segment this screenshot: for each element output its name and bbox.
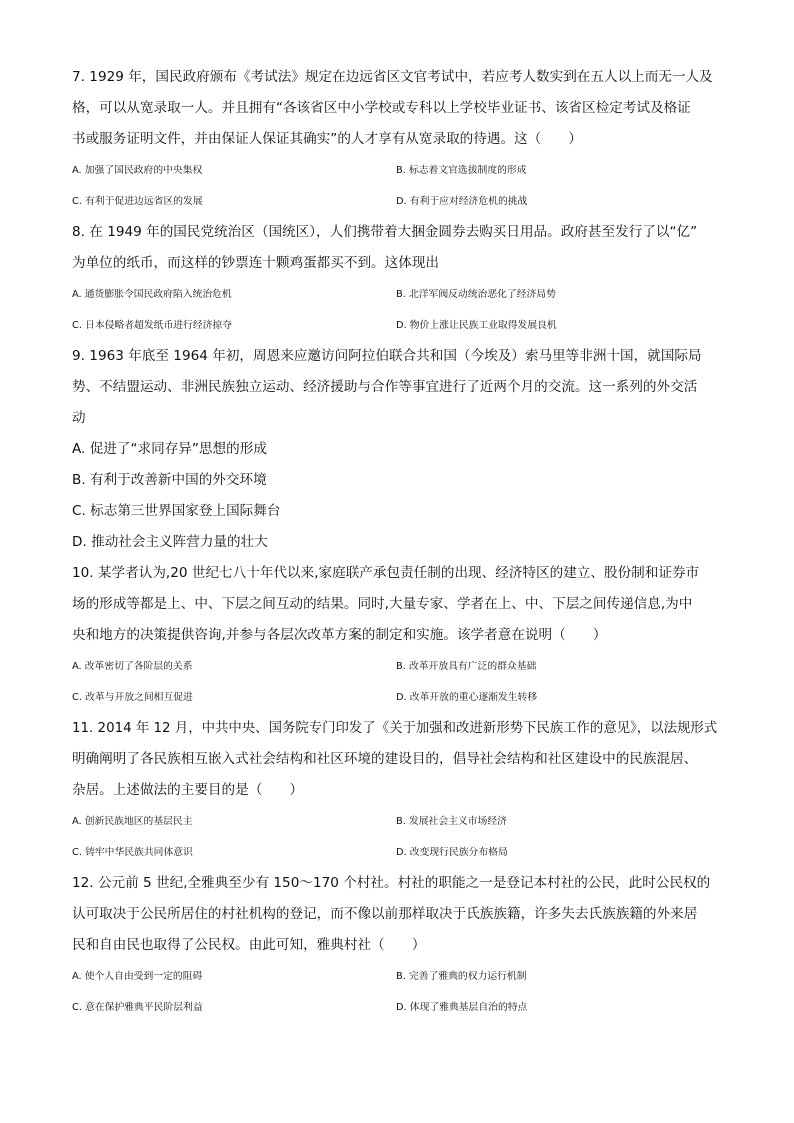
question-8	[72, 217, 724, 341]
stem-line: 11. 2014 年 12 月，中共中央、国务院专门印发了《关于加强和改进新形势下民族工作的意见》，以法规形式	[72, 721, 718, 736]
stem-line: 格，可以从宽录取一人。并且拥有“各该省区中小学校或专科以上学校毕业证书、该省区检定考试及格证	[72, 100, 691, 116]
stem-line: 书或服务证明文件，并由保证人保证其确实”的人才享有从宽录取的待遇。这（ ）	[72, 131, 583, 147]
option-b[interactable]: B. 标志着文官选拔制度的形成	[396, 165, 527, 176]
stem-line: 10. 某学者认为,20 世纪七八十年代以来,家庭联产承包责任制的出现、经济特区的建立、股份制和证券市	[72, 565, 700, 581]
option-c[interactable]: C. 日本侵略者超发纸币进行经济掠夺	[72, 320, 233, 331]
stem-line: 民和自由民也取得了公民权。由此可知，雅典村社（ ）	[72, 937, 426, 953]
stem-line: 12. 公元前 5 世纪,全雅典至少有 150～170 个村社。村社的职能之一是登记本村社的公民，此时公民权的	[72, 875, 711, 891]
stem-line: 动	[72, 410, 86, 426]
option-b[interactable]: B. 改革开放具有广泛的群众基础	[396, 661, 537, 672]
option-d[interactable]: D. 有利于应对经济危机的挑战	[396, 196, 528, 207]
options-list	[72, 434, 724, 558]
stem-line: 势、不结盟运动、非洲民族独立运动、经济援助与合作等事宜进行了近两个月的交流。这一系列的外交活	[72, 379, 698, 395]
options-grid	[72, 651, 724, 713]
options-grid	[72, 961, 724, 1023]
option-d[interactable]: D. 改革开放的重心逐渐发生转移	[396, 692, 538, 703]
stem-line: 杂居。上述做法的主要目的是（ ）	[72, 782, 304, 798]
stem-line: 8. 在 1949 年的国民党统治区（国统区），人们携带着大捆金圆券去购买日用品。政府甚至发行了以“亿”	[72, 224, 698, 240]
options-grid	[72, 155, 724, 217]
question-stem	[72, 341, 724, 434]
question-11	[72, 713, 724, 868]
question-stem	[72, 62, 724, 155]
option-c[interactable]: C. 改革与开放之间相互促进	[72, 692, 193, 703]
question-10	[72, 558, 724, 713]
question-stem	[72, 713, 724, 806]
option-c[interactable]: C. 铸牢中华民族共同体意识	[72, 847, 193, 858]
stem-line: 认可取决于公民所居住的村社机构的登记，而不像以前那样取决于氏族族籍，许多失去氏族族籍的外来居	[72, 906, 698, 922]
question-stem	[72, 217, 724, 279]
option-b[interactable]: B. 完善了雅典的权力运行机制	[396, 971, 527, 982]
stem-line: 央和地方的决策提供咨询,并参与各层次改革方案的制定和实施。该学者意在说明（ ）	[72, 627, 607, 643]
option-b[interactable]: B. 北洋军阀反动统治恶化了经济局势	[396, 289, 556, 300]
option-c[interactable]: C. 意在保护雅典平民阶层利益	[72, 1002, 203, 1013]
option-c[interactable]: C. 有利于促进边远省区的发展	[72, 196, 203, 207]
question-list	[72, 62, 724, 1023]
option-d[interactable]: D. 推动社会主义阵营力量的壮大	[72, 534, 268, 550]
option-c[interactable]: C. 标志第三世界国家登上国际舞台	[72, 503, 281, 519]
question-7	[72, 62, 724, 217]
option-a[interactable]: A. 创新民族地区的基层民主	[72, 816, 193, 827]
option-d[interactable]: D. 物价上涨让民族工业取得发展良机	[396, 320, 557, 331]
question-12	[72, 868, 724, 1023]
stem-line: 9. 1963 年底至 1964 年初，周恩来应邀访问阿拉伯联合共和国（今埃及）索马里等非洲十国，就国际局	[72, 348, 702, 364]
option-a[interactable]: A. 加强了国民政府的中央集权	[72, 165, 203, 176]
option-b[interactable]: B. 发展社会主义市场经济	[396, 816, 507, 827]
options-grid	[72, 806, 724, 868]
stem-line: 7. 1929 年，国民政府颁布《考试法》规定在边远省区文官考试中，若应考人数实到在五人以上而无一人及	[72, 69, 713, 85]
option-a[interactable]: A. 改革密切了各阶层的关系	[72, 661, 193, 672]
options-grid	[72, 279, 724, 341]
question-stem	[72, 868, 724, 961]
stem-line: 为单位的纸币，而这样的钞票连十颗鸡蛋都买不到。这体现出	[72, 255, 440, 271]
option-a[interactable]: A. 促进了“求同存异”思想的形成	[72, 441, 267, 457]
option-a[interactable]: A. 通货膨胀令国民政府陷入统治危机	[72, 289, 232, 300]
question-stem	[72, 558, 724, 651]
option-d[interactable]: D. 体现了雅典基层自治的特点	[396, 1002, 528, 1013]
stem-line: 场的形成等都是上、中、下层之间互动的结果。同时,大量专家、学者在上、中、下层之间传递信息,为中	[72, 596, 693, 612]
stem-line: 明确阐明了各民族相互嵌入式社会结构和社区环境的建设目的，倡导社会结构和社区建设中的民族混居、	[72, 751, 698, 767]
option-a[interactable]: A. 使个人自由受到一定的阻碍	[72, 971, 203, 982]
option-b[interactable]: B. 有利于改善新中国的外交环境	[72, 472, 267, 488]
question-9	[72, 341, 724, 558]
option-d[interactable]: D. 改变现行民族分布格局	[396, 847, 508, 858]
